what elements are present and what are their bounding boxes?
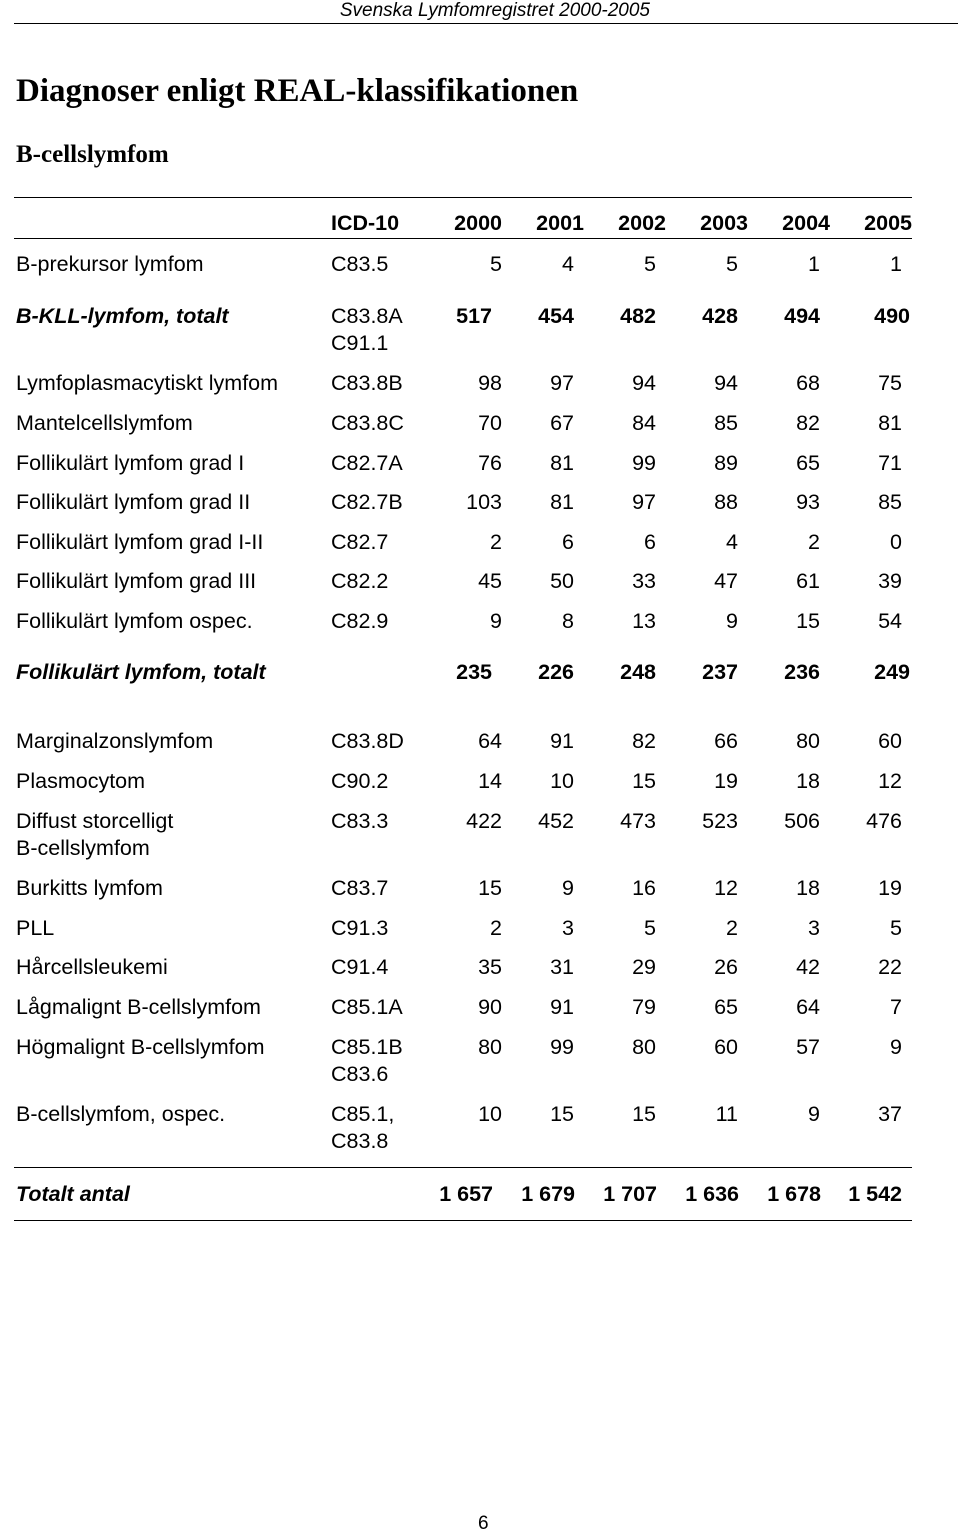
row-label: Lågmalignt B-cellslymfom	[16, 995, 261, 1019]
row-value-2004: 42	[796, 955, 820, 979]
row-icd: C83.8B	[331, 371, 403, 395]
row-value-2003: 94	[714, 371, 738, 395]
row-icd: C85.1A	[331, 995, 403, 1019]
row-value-2001: 6	[562, 530, 574, 554]
row-value-2002: 15	[632, 1102, 656, 1126]
row-icd: C82.7B	[331, 490, 403, 514]
row-value-2000: 80	[478, 1035, 502, 1059]
row-icd: C83.8A C91.1	[331, 304, 403, 355]
row-icd: C83.3	[331, 809, 389, 833]
row-value-2004: 93	[796, 490, 820, 514]
row-value-2004: 506	[784, 809, 820, 833]
row-value-2002: 5	[644, 916, 656, 940]
table-row	[0, 1101, 960, 1157]
table-row	[0, 1034, 960, 1090]
row-value-2002: 473	[620, 809, 656, 833]
row-value-2000: 10	[478, 1102, 502, 1126]
row-label: Hårcellsleukemi	[16, 955, 168, 979]
header-icd: ICD-10	[331, 211, 400, 235]
row-value-2003: 523	[702, 809, 738, 833]
row-value-2004: 236	[784, 660, 820, 684]
row-value-2001: 15	[550, 1102, 574, 1126]
row-value-2002: 5	[644, 252, 656, 276]
row-value-2004: 65	[796, 451, 820, 475]
row-value-2005: 37	[878, 1102, 902, 1126]
row-label: Marginalzonslymfom	[16, 729, 214, 753]
total-2001: 1 679	[521, 1182, 575, 1206]
row-value-2000: 15	[478, 876, 502, 900]
page-title: Diagnoser enligt REAL-klassifikationen	[16, 73, 579, 109]
total-2004: 1 678	[767, 1182, 821, 1206]
row-value-2000: 9	[490, 609, 502, 633]
row-label: Follikulärt lymfom grad III	[16, 569, 257, 593]
row-value-2002: 33	[632, 569, 656, 593]
row-value-2000: 45	[478, 569, 502, 593]
row-value-2000: 98	[478, 371, 502, 395]
table-top-rule	[14, 197, 912, 198]
header-rule	[14, 23, 958, 24]
row-value-2001: 81	[550, 490, 574, 514]
row-icd: C82.7A	[331, 451, 403, 475]
row-value-2002: 94	[632, 371, 656, 395]
row-value-2002: 84	[632, 411, 656, 435]
row-value-2003: 88	[714, 490, 738, 514]
row-value-2004: 2	[808, 530, 820, 554]
row-value-2002: 13	[632, 609, 656, 633]
row-value-2001: 50	[550, 569, 574, 593]
row-label: Plasmocytom	[16, 769, 146, 793]
row-value-2005: 75	[878, 371, 902, 395]
row-value-2001: 91	[550, 729, 574, 753]
total-2003: 1 636	[685, 1182, 739, 1206]
row-value-2005: 9	[890, 1035, 902, 1059]
row-value-2004: 3	[808, 916, 820, 940]
row-value-2000: 235	[456, 660, 492, 684]
total-2005: 1 542	[848, 1182, 902, 1206]
table-row	[0, 303, 960, 359]
row-value-2001: 4	[562, 252, 574, 276]
row-value-2001: 91	[550, 995, 574, 1019]
row-value-2004: 61	[796, 569, 820, 593]
row-value-2003: 11	[715, 1102, 738, 1126]
header-year-2000: 2000	[454, 211, 502, 235]
row-value-2001: 226	[538, 660, 574, 684]
row-icd: C85.1, C83.8	[331, 1102, 395, 1153]
row-value-2003: 2	[726, 916, 738, 940]
row-value-2001: 3	[562, 916, 574, 940]
row-value-2001: 97	[550, 371, 574, 395]
row-value-2005: 12	[878, 769, 902, 793]
row-value-2000: 422	[466, 809, 502, 833]
row-value-2002: 15	[632, 769, 656, 793]
row-icd: C85.1B C83.6	[331, 1035, 403, 1086]
row-value-2005: 249	[874, 660, 910, 684]
row-label: Follikulärt lymfom grad I	[16, 451, 245, 475]
row-icd: C91.4	[331, 955, 389, 979]
row-value-2003: 12	[714, 876, 738, 900]
row-label: PLL	[16, 916, 55, 940]
row-value-2002: 97	[632, 490, 656, 514]
row-value-2001: 99	[550, 1035, 574, 1059]
row-value-2002: 482	[620, 304, 656, 328]
row-value-2004: 494	[784, 304, 820, 328]
row-value-2000: 70	[478, 411, 502, 435]
row-value-2001: 67	[550, 411, 574, 435]
row-value-2004: 18	[796, 876, 820, 900]
table-total-rule-top	[14, 1167, 912, 1168]
table-bottom-rule	[14, 1220, 912, 1221]
row-label: Högmalignt B-cellslymfom	[16, 1035, 265, 1059]
row-value-2004: 18	[796, 769, 820, 793]
row-value-2000: 35	[478, 955, 502, 979]
row-value-2001: 452	[538, 809, 574, 833]
row-value-2001: 454	[538, 304, 574, 328]
table-row	[0, 608, 960, 664]
table-row	[0, 659, 960, 715]
row-value-2001: 9	[562, 876, 574, 900]
row-value-2003: 9	[726, 609, 738, 633]
total-row	[0, 1181, 960, 1237]
row-value-2004: 57	[796, 1035, 820, 1059]
row-value-2005: 81	[878, 411, 902, 435]
row-value-2000: 2	[490, 916, 502, 940]
row-value-2005: 54	[878, 609, 902, 633]
header-year-2003: 2003	[700, 211, 748, 235]
row-value-2003: 4	[726, 530, 738, 554]
row-value-2004: 82	[796, 411, 820, 435]
row-value-2005: 39	[878, 569, 902, 593]
row-value-2002: 79	[632, 995, 656, 1019]
row-value-2005: 85	[878, 490, 902, 514]
running-header: Svenska Lymfomregistret 2000-2005	[339, 0, 650, 21]
row-label: Burkitts lymfom	[16, 876, 163, 900]
row-value-2002: 16	[632, 876, 656, 900]
row-value-2003: 237	[702, 660, 738, 684]
table-row	[0, 251, 960, 307]
row-value-2005: 19	[878, 876, 902, 900]
row-value-2005: 71	[878, 451, 902, 475]
row-value-2000: 76	[478, 451, 502, 475]
row-value-2003: 19	[714, 769, 738, 793]
row-icd: C83.5	[331, 252, 389, 276]
row-value-2002: 248	[620, 660, 656, 684]
row-icd: C82.7	[331, 530, 389, 554]
row-icd: C83.8C	[331, 411, 404, 435]
row-value-2004: 64	[796, 995, 820, 1019]
row-value-2004: 1	[808, 252, 820, 276]
row-label: Diffust storcelligt B-cellslymfom	[16, 809, 174, 860]
row-value-2004: 80	[796, 729, 820, 753]
row-value-2003: 85	[714, 411, 738, 435]
row-value-2005: 5	[890, 916, 902, 940]
row-value-2000: 14	[478, 769, 502, 793]
row-value-2005: 7	[890, 995, 902, 1019]
row-value-2005: 60	[878, 729, 902, 753]
row-icd: C82.2	[331, 569, 389, 593]
row-label: Follikulärt lymfom ospec.	[16, 609, 253, 633]
row-value-2003: 65	[714, 995, 738, 1019]
row-value-2005: 476	[866, 809, 902, 833]
row-label: B-cellslymfom, ospec.	[16, 1102, 226, 1126]
row-icd: C91.3	[331, 916, 389, 940]
total-2002: 1 707	[603, 1182, 657, 1206]
row-label: Lymfoplasmacytiskt lymfom	[16, 371, 279, 395]
row-value-2002: 29	[632, 955, 656, 979]
header-year-2001: 2001	[536, 211, 584, 235]
table-row	[0, 808, 960, 864]
row-icd: C82.9	[331, 609, 389, 633]
row-value-2000: 2	[490, 530, 502, 554]
row-icd: C83.8D	[331, 729, 404, 753]
row-value-2000: 5	[490, 252, 502, 276]
row-value-2003: 60	[714, 1035, 738, 1059]
row-value-2002: 6	[644, 530, 656, 554]
row-value-2004: 15	[796, 609, 820, 633]
total-2000: 1 657	[439, 1182, 493, 1206]
row-value-2000: 90	[478, 995, 502, 1019]
row-label: Follikulärt lymfom grad II	[16, 490, 251, 514]
row-value-2002: 80	[632, 1035, 656, 1059]
row-value-2005: 1	[890, 252, 902, 276]
row-value-2004: 68	[796, 371, 820, 395]
row-icd: C90.2	[331, 769, 389, 793]
row-value-2000: 517	[456, 304, 492, 328]
row-value-2002: 82	[632, 729, 656, 753]
row-label: Follikulärt lymfom grad I-II	[16, 530, 264, 554]
row-value-2001: 31	[550, 955, 574, 979]
row-value-2000: 64	[478, 729, 502, 753]
row-label: Mantelcellslymfom	[16, 411, 193, 435]
header-year-2004: 2004	[782, 211, 830, 235]
row-value-2003: 428	[702, 304, 738, 328]
row-value-2005: 22	[878, 955, 902, 979]
row-value-2004: 9	[808, 1102, 820, 1126]
header-year-2002: 2002	[618, 211, 666, 235]
row-label: B-prekursor lymfom	[16, 252, 204, 276]
row-value-2001: 10	[550, 769, 574, 793]
page-number: 6	[478, 1513, 489, 1534]
row-value-2001: 81	[550, 451, 574, 475]
header-year-2005: 2005	[864, 211, 912, 235]
row-value-2003: 26	[714, 955, 738, 979]
row-value-2005: 0	[890, 530, 902, 554]
row-icd: C83.7	[331, 876, 389, 900]
row-value-2003: 66	[714, 729, 738, 753]
row-value-2000: 103	[466, 490, 502, 514]
section-subtitle: B-cellslymfom	[16, 141, 169, 168]
row-value-2002: 99	[632, 451, 656, 475]
row-value-2001: 8	[562, 609, 574, 633]
row-label: B-KLL-lymfom, totalt	[16, 304, 229, 328]
row-value-2003: 89	[714, 451, 738, 475]
table-header-rule	[14, 238, 912, 239]
row-value-2003: 47	[714, 569, 738, 593]
total-label: Totalt antal	[16, 1182, 130, 1206]
row-value-2003: 5	[726, 252, 738, 276]
row-label: Follikulärt lymfom, totalt	[16, 660, 266, 684]
row-value-2005: 490	[874, 304, 910, 328]
